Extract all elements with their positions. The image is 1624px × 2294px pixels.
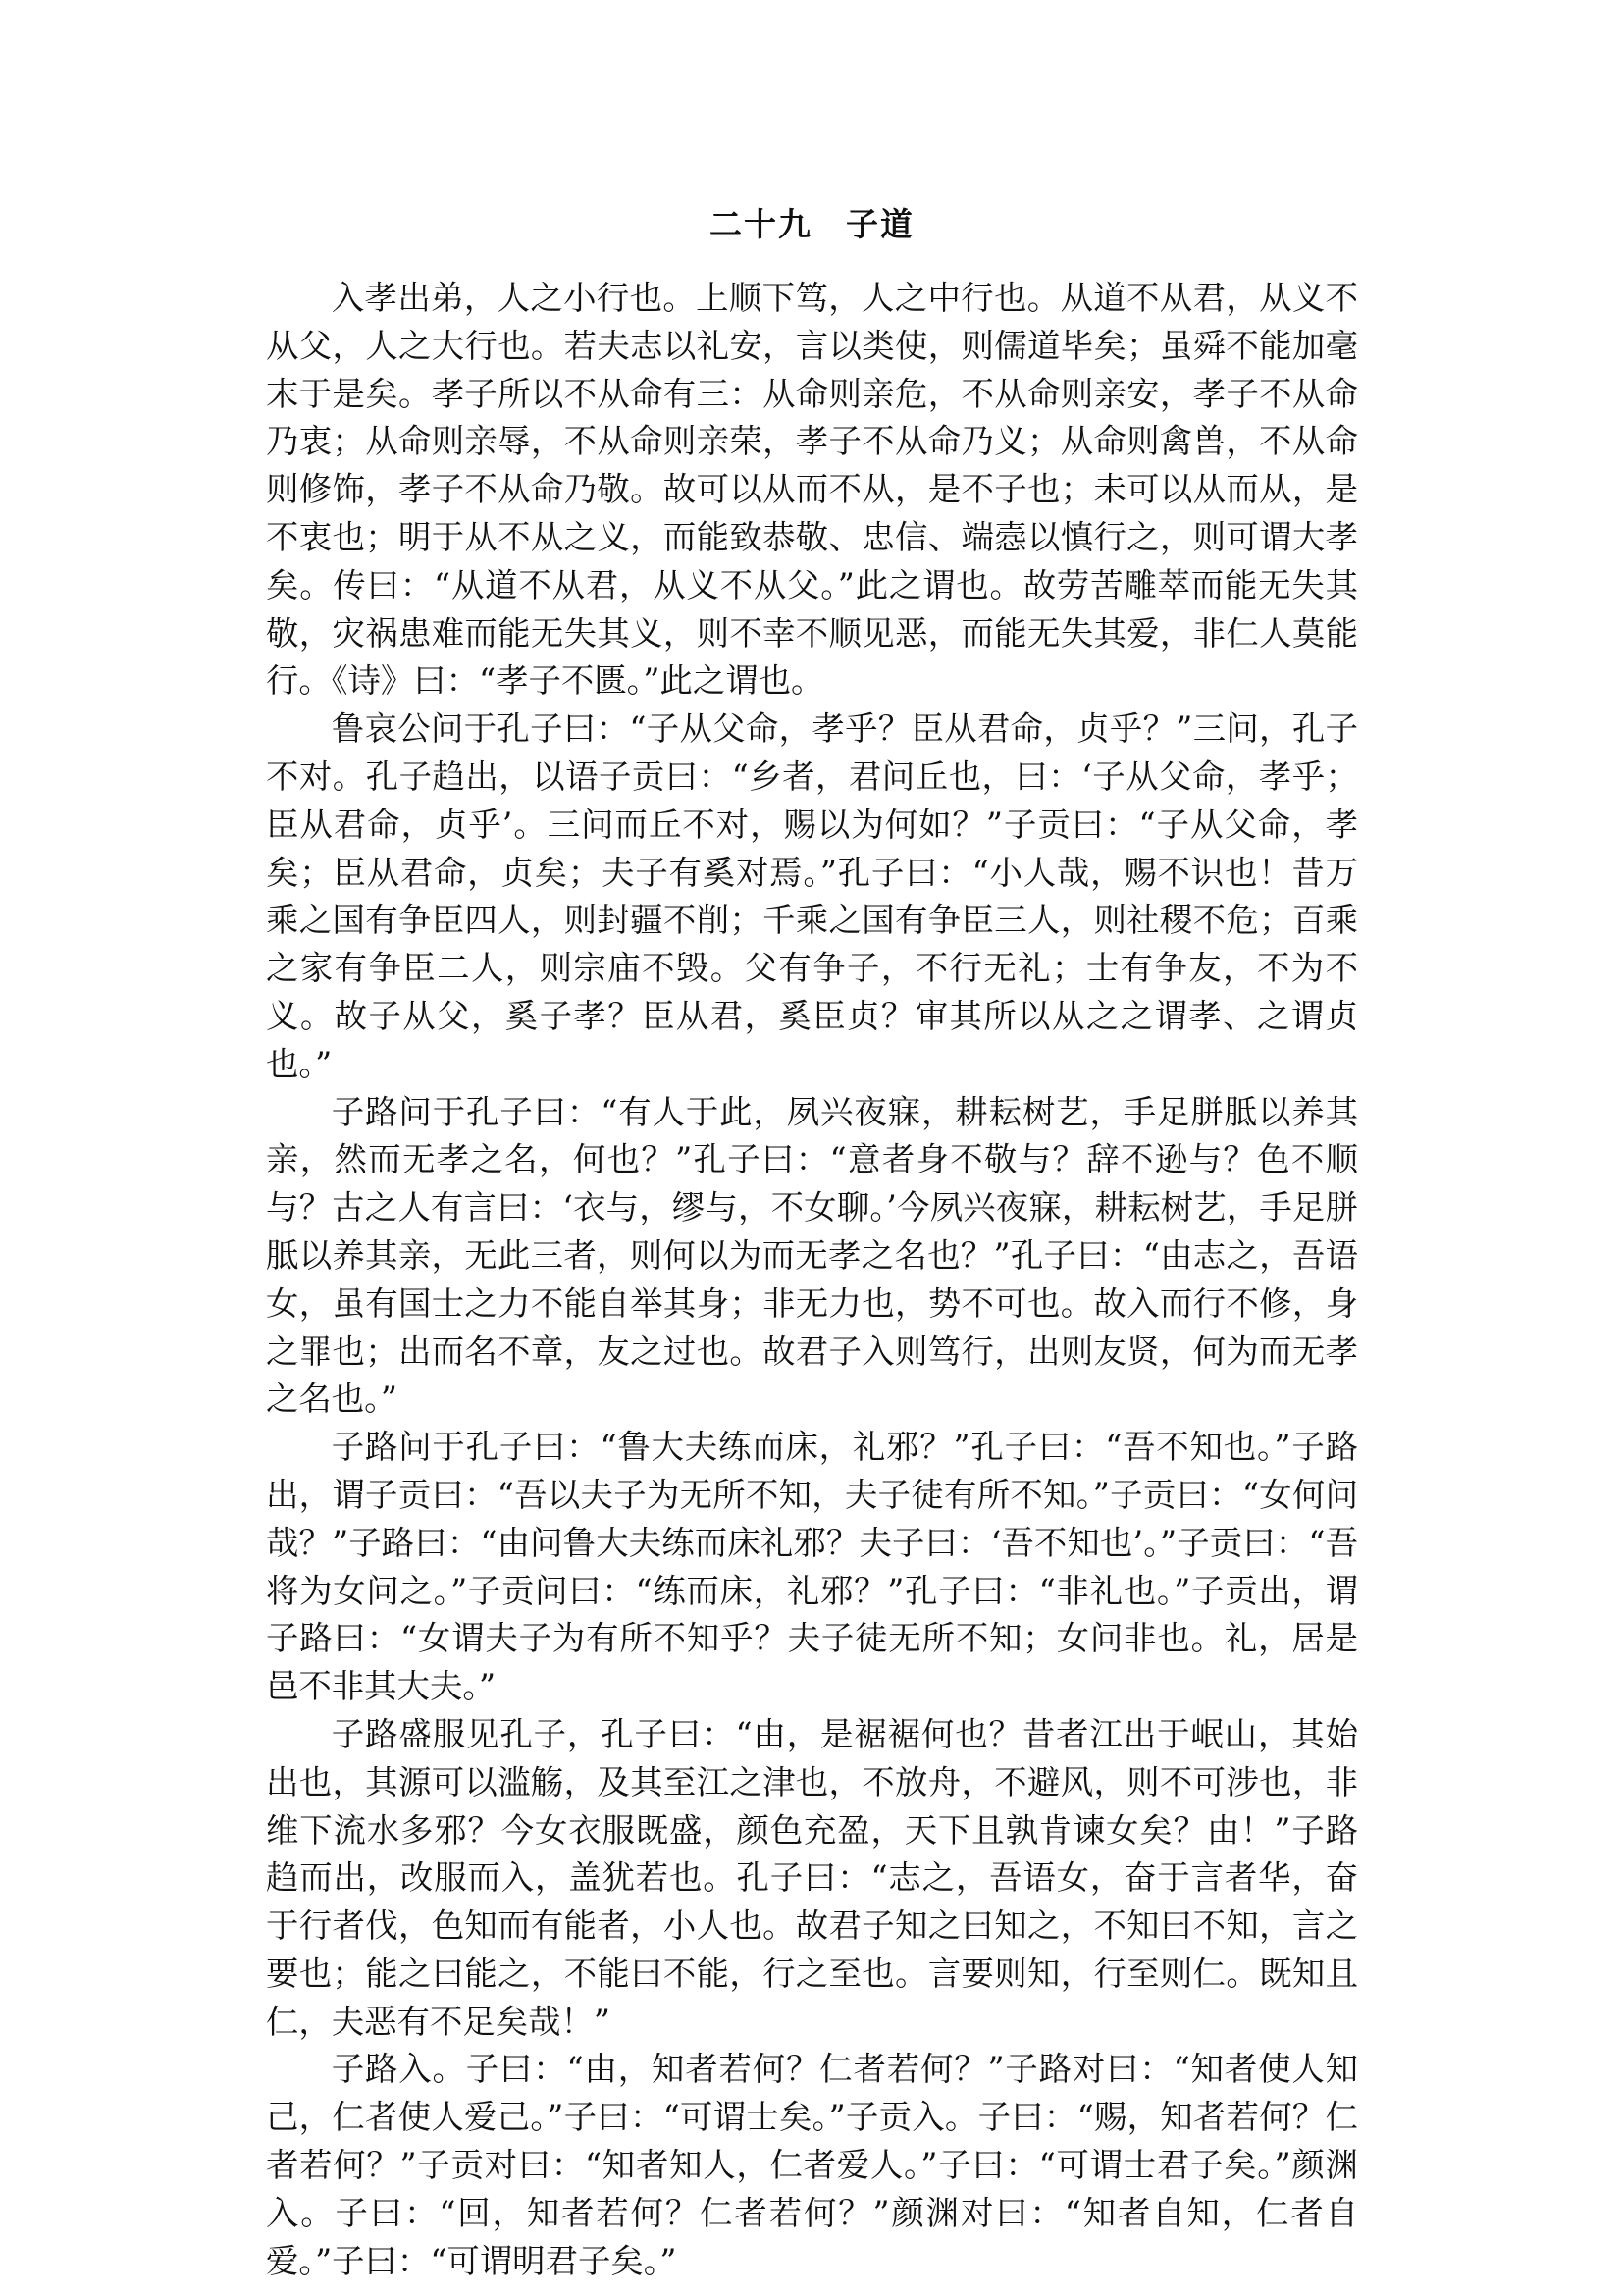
paragraph: 鲁哀公问于孔子曰：“子从父命，孝乎？臣从君命，贞乎？”三问，孔子不对。孔子趋出，以语子贡曰：“乡者，君问丘也，曰：‘子从父命，孝乎；臣从君命，贞乎’。三问而丘不对，赐以为何如？”子贡曰：“子从父命，孝矣；臣从君命，贞矣；夫子有奚对焉。”孔子曰：“小人哉，赐不识也！昔万乘之国有争臣四人，则封疆不削；千乘之国有争臣三人，则社稷不危；百乘之家有争臣二人，则宗庙不毁。父有争子，不行无礼；士有争友，不为不义。故子从父，奚子孝？臣从君，奚臣贞？审其所以从之之谓孝、之谓贞也。” xyxy=(266,709,1358,1083)
document-body xyxy=(266,275,1358,2285)
paragraph: 子路入。子曰：“由，知者若何？仁者若何？”子路对曰：“知者使人知己，仁者使人爱己。”子曰：“可谓士矣。”子贡入。子曰：“赐，知者若何？仁者若何？”子贡对曰：“知者知人，仁者爱人。”子曰：“可谓士君子矣。”颜渊入。子曰：“回，知者若何？仁者若何？”颜渊对曰：“知者自知，仁者自爱。”子曰：“可谓明君子矣。” xyxy=(266,2050,1358,2280)
chapter-heading xyxy=(0,201,1624,248)
chapter-number: 二十九 xyxy=(709,205,812,243)
paragraph: 子路问于孔子曰：“有人于此，夙兴夜寐，耕耘树艺，手足胼胝以养其亲，然而无孝之名，何也？”孔子曰：“意者身不敬与？辞不逊与？色不顺与？古之人有言曰：‘衣与，缪与，不女聊。’今夙兴夜寐，耕耘树艺，手足胼胝以养其亲，无此三者，则何以为而无孝之名也？”孔子曰：“由志之，吾语女，虽有国士之力不能自举其身；非无力也，势不可也。故入而行不修，身之罪也；出而名不章，友之过也。故君子入则笃行，出则友贤，何为而无孝之名也。” xyxy=(266,1092,1358,1419)
paragraph: 子路问于孔子曰：“鲁大夫练而床，礼邪？”孔子曰：“吾不知也。”子路出，谓子贡曰：“吾以夫子为无所不知，夫子徒有所不知。”子贡曰：“女何问哉？”子路曰：“由问鲁大夫练而床礼邪？夫子曰：‘吾不知也’。”子贡曰：“吾将为女问之。”子贡问曰：“练而床，礼邪？”孔子曰：“非礼也。”子贡出，谓子路曰：“女谓夫子为有所不知乎？夫子徒无所不知；女问非也。礼，居是邑不非其大夫。” xyxy=(266,1428,1358,1706)
paragraph: 子路盛服见孔子，孔子曰：“由，是裾裾何也？昔者江出于岷山，其始出也，其源可以滥觞，及其至江之津也，不放舟，不避风，则不可涉也，非维下流水多邪？今女衣服既盛，颜色充盈，天下且孰肯谏女矣？由！”子路趋而出，改服而入，盖犹若也。孔子曰：“志之，吾语女，奋于言者华，奋于行者伐，色知而有能者，小人也。故君子知之曰知之，不知曰不知，言之要也；能之曰能之，不能曰不能，行之至也。言要则知，行至则仁。既知且仁，夫恶有不足矣哉！” xyxy=(266,1714,1358,2041)
paragraph: 入孝出弟，人之小行也。上顺下笃，人之中行也。从道不从君，从义不从父，人之大行也。若夫志以礼安，言以类使，则儒道毕矣；虽舜不能加毫末于是矣。孝子所以不从命有三：从命则亲危，不从命则亲安，孝子不从命乃衷；从命则亲辱，不从命则亲荣，孝子不从命乃义；从命则禽兽，不从命则修饰，孝子不从命乃敬。故可以从而不从，是不子也；未可以从而从，是不衷也；明于从不从之义，而能致恭敬、忠信、端悫以慎行之，则可谓大孝矣。传曰：“从道不从君，从义不从父。”此之谓也。故劳苦雕萃而能无失其敬，灾祸患难而能无失其义，则不幸不顺见恶，而能无失其爱，非仁人莫能行。《诗》曰：“孝子不匮。”此之谓也。 xyxy=(266,279,1358,701)
chapter-title: 子道 xyxy=(846,205,915,243)
